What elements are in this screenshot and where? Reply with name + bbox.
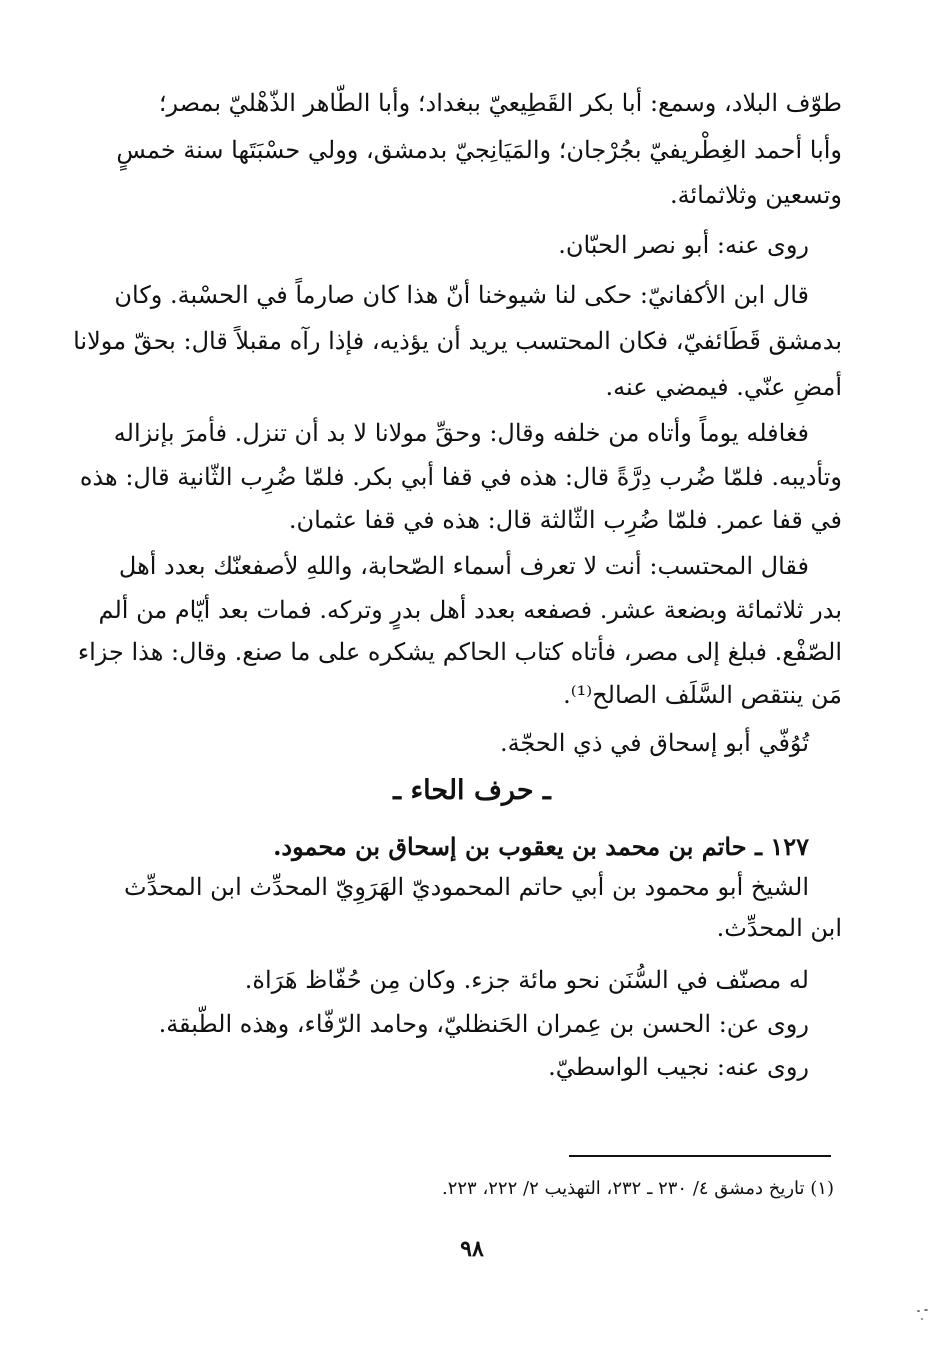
text-line: وتسعين وثلاثمائة. bbox=[669, 181, 842, 209]
text-line: فغافله يوماً وأتاه من خلفه وقال: وحقِّ مولانا لا بد أن تنزل. فأمرَ بإنزاله bbox=[113, 419, 809, 447]
section-heading: ـ حرف الحاء ـ bbox=[393, 775, 551, 806]
text-line: له مصنّف في السُّنَن نحو مائة جزء. وكان مِن حُفّاظ هَرَاة. bbox=[244, 966, 809, 994]
text-line: فقال المحتسب: أنت لا تعرف أسماء الصّحابة، واللهِ لأصفعنّك بعدد أهل bbox=[118, 552, 809, 580]
text-line: روى عنه: أبو نصر الحبّان. bbox=[558, 231, 809, 259]
text-line: طوّف البلاد، وسمع: أبا بكر القَطِيعيّ ببغداد؛ وأبا الطّاهر الذّهْليّ بمصر؛ bbox=[158, 89, 842, 117]
text-line: وتأديبه. فلمّا ضُرب دِرَّةً قال: هذه في قفا أبي بكر. فلمّا ضُرِب الثّانية قال: هذه bbox=[79, 463, 842, 491]
text-line: روى عنه: نجيب الواسطيّ. bbox=[548, 1053, 809, 1081]
text-line: بدر ثلاثمائة وبضعة عشر. فصفعه بعدد أهل بدرٍ وتركه. فمات بعد أيّام من ألم bbox=[98, 596, 842, 624]
text-line: بدمشق قَطَائفيّ، فكان المحتسب يريد أن يؤذيه، فإذا رآه مقبلاً قال: بحقّ مولانا bbox=[73, 327, 842, 355]
text-line: الصّفْع. فبلغ إلى مصر، فأتاه كتاب الحاكم يشكره على ما صنع. وقال: هذا جزاء bbox=[77, 638, 842, 666]
scan-speck bbox=[924, 1309, 928, 1311]
text-line: روى عن: الحسن بن عِمران الحَنظليّ، وحامد الرّفّاء، وهذه الطّبقة. bbox=[158, 1010, 809, 1038]
scan-speck bbox=[917, 1310, 920, 1312]
text-line: قال ابن الأكفانيّ: حكى لنا شيوخنا أنّ هذا كان صارماً في الحسْبة. وكان bbox=[114, 281, 809, 309]
page-number: ٩٨ bbox=[460, 1236, 484, 1262]
text-line: في قفا عمر. فلمّا ضُرِب الثّالثة قال: هذه في قفا عثمان. bbox=[288, 506, 842, 534]
text-line: الشيخ أبو محمود بن أبي حاتم المحموديّ الهَرَوِيّ المحدِّث ابن المحدِّث bbox=[123, 873, 809, 901]
scan-speck bbox=[921, 1318, 923, 1320]
text-line: وأبا أحمد الغِطْريفيّ بجُرْجان؛ والمَيَانِجيّ بدمشق، وولي حسْبَتَها سنة خمسٍ bbox=[116, 136, 842, 164]
footnote-separator bbox=[569, 1155, 831, 1157]
footnote: (١) تاريخ دمشق ٤/ ٢٣٠ ـ ٢٣٢، التهذيب ٢/ ٢٢٢، ٢٢٣. bbox=[441, 1178, 834, 1199]
entry-title: ١٢٧ ـ حاتم بن محمد بن يعقوب بن إسحاق بن محمود. bbox=[273, 832, 809, 861]
text-line: تُوُفّي أبو إسحاق في ذي الحجّة. bbox=[499, 729, 809, 757]
text-line: ابن المحدِّث. bbox=[716, 914, 842, 942]
text-line: أمضِ عنّي. فيمضي عنه. bbox=[605, 373, 842, 401]
text-line: مَن ينتقص السَّلَف الصالح⁽¹⁾. bbox=[563, 681, 842, 709]
